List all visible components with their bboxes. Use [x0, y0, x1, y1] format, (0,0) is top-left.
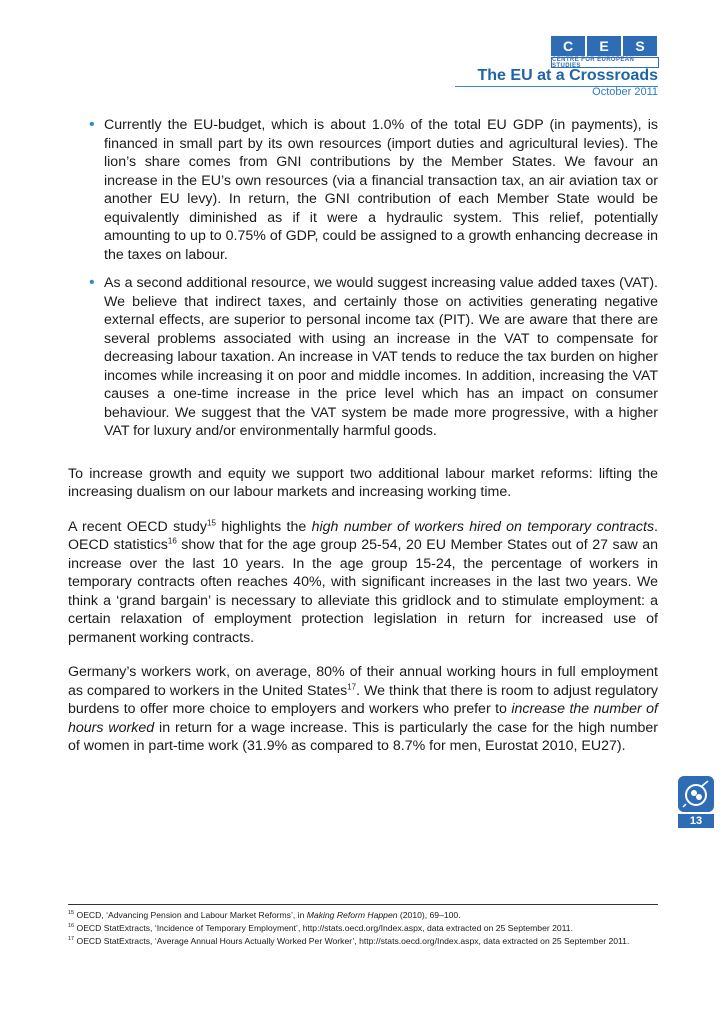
footnote-ref[interactable]: 16 — [167, 536, 177, 546]
text-segment: . We think that there is room to adjust regulatory burdens to offer more choice to employers and workers who prefer to — [68, 682, 658, 717]
footnote-divider — [68, 904, 658, 905]
footnote-15 — [68, 909, 668, 922]
paragraph-working-hours — [68, 663, 658, 756]
footnote-number: 16 — [68, 923, 75, 930]
text-segment: Germany’s workers work, on average, 80% of their annual working hours in full employment as compared to workers in the United States — [68, 664, 658, 699]
bullet-item — [68, 116, 658, 264]
main-content — [68, 116, 658, 772]
eu-growth-icon — [678, 776, 714, 812]
paragraph-labour-reforms — [68, 465, 658, 502]
footnote-number: 15 — [68, 910, 75, 917]
footnote-text: OECD StatExtracts, ‘Incidence of Temporary Employment’, http://stats.oecd.org/Index.aspx, data extracted on 25 September 2011. — [74, 923, 573, 933]
footnote-title: Making Reform Happen — [306, 910, 398, 920]
bullet-icon: • — [89, 274, 95, 291]
bullet-item — [68, 274, 658, 441]
logo-letter-c: C — [551, 36, 585, 56]
footnote-number: 17 — [68, 936, 75, 943]
footnote-text: OECD StatExtracts, ‘Average Annual Hours Actually Worked Per Worker’, http://stats.oecd.org/Index.aspx, data extracted on 25 September 2011. — [74, 936, 630, 946]
paragraph-text: To increase growth and equity we support two additional labour market reforms: lifting the increasing dualism on our labour markets and increasing working time. — [68, 465, 658, 500]
footnotes — [68, 909, 668, 948]
document-date: October 2011 — [592, 86, 658, 98]
footnote-text: (2010), 69–100. — [397, 910, 461, 920]
text-segment: show that for the age group 25-54, 20 EU Member States out of 27 saw an increase over the last 10 years. In the age group 15-24, the percentage of workers in temporary contracts often reaches 40%, with significant increases in the last two years. We think a ‘grand bargain’ is necessary to alleviate this gridlock and to stimulate employment: a certain relaxation of employment protection legislation in return for increased use of permanent working contracts. — [68, 537, 658, 646]
eu-growth-icon-graphic — [678, 776, 714, 812]
footnote-text: OECD, ‘Advancing Pension and Labour Market Reforms’, in — [74, 910, 307, 920]
logo-subtitle: CENTRE FOR EUROPEAN STUDIES — [551, 57, 659, 68]
footnote-17 — [68, 935, 668, 948]
page-number: 13 — [678, 814, 714, 828]
emphasis-text: high number of workers hired on temporary contracts — [311, 518, 655, 535]
footnote-ref[interactable]: 17 — [347, 681, 357, 691]
paragraph-temporary-contracts — [68, 518, 658, 648]
document-title: The EU at a Crossroads — [477, 67, 658, 84]
logo-letters — [551, 36, 659, 56]
footnote-ref[interactable]: 15 — [207, 517, 216, 527]
ces-logo — [551, 36, 659, 68]
text-segment: in return for a wage increase. This is particularly the case for the high number of women in part-time work (31.9% as compared to 8.7% for men, Eurostat 2010, EU27). — [68, 719, 659, 754]
text-segment: A recent OECD study — [68, 518, 207, 535]
text-segment: highlights the — [215, 518, 312, 535]
logo-letter-s: S — [623, 36, 657, 56]
bullet-list — [68, 116, 658, 441]
bullet-text: Currently the EU-budget, which is about 1.0% of the total EU GDP (in payments), is financed in small part by its own resources (import duties and agricultural levies). The lion’s share comes from GNI contributions by the Member States. We favour an increase in the EU’s own resources (via a financial transaction tax, an air aviation tax or another EU levy). In return, the GNI contribution of each Member State would be equivalently diminished as if it were a hydraulic system. This relief, potentially amounting to up to 0.75% of GDP, could be assigned to a growth enhancing decrease in the taxes on labour. — [104, 117, 658, 263]
footnote-16 — [68, 922, 668, 935]
logo-letter-e: E — [587, 36, 621, 56]
emphasis-text: increase the number of hours worked — [68, 701, 658, 736]
bullet-text: As a second additional resource, we would suggest increasing value added taxes (VAT). We believe that indirect taxes, and certainly those on activities generating negative external effects, are superior to personal income tax (PIT). We are aware that there are several problems associated with using an increase in the VAT to compensate for decreasing labour taxation. An increase in VAT tends to reduce the tax burden on higher incomes while increasing it on poor and middle incomes. In addition, increasing the VAT causes a one-time increase in the price level which has an impact on consumer behaviour. We suggest that the VAT system be made more progressive, with a higher VAT for luxury and/or environmentally harmful goods. — [104, 275, 658, 439]
text-segment: . OECD statistics — [68, 518, 658, 553]
bullet-icon: • — [89, 116, 95, 133]
